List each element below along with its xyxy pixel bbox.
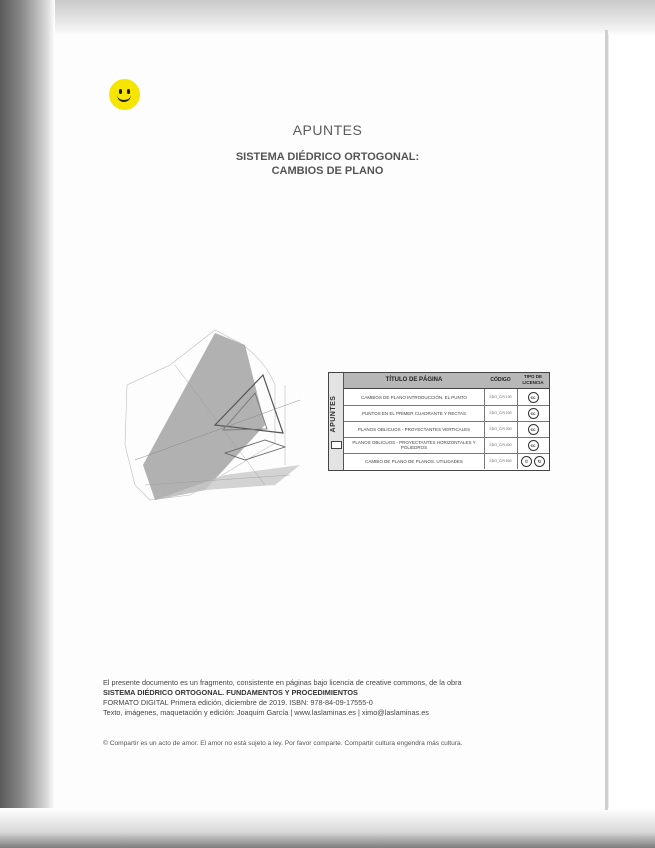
smiley-mouth [117,92,131,102]
row-license [517,421,549,437]
book-icon [331,441,342,449]
share-alike-icon: ↻ [534,456,545,467]
row-license [517,453,549,469]
scan-shadow-top [0,0,655,36]
table-row[interactable] [344,389,549,406]
table-side-column [329,373,344,470]
table-header [344,373,549,389]
row-code: SDO_CPI.100 [484,389,518,405]
footer-author: Texto, imágenes, maquetación y edición: Joaquim García | www.laslaminas.es | ximo@laslaminas.es [103,708,429,717]
section-label: APUNTES [292,122,363,138]
creative-commons-icon: cc [528,424,539,435]
creative-commons-icon: © [521,456,532,467]
diedric-illustration [115,325,315,515]
document-title-line1: SISTEMA DIÉDRICO ORTOGONAL: [235,151,420,163]
row-title: PLANOS OBLICUOS - PROYECTANTES VERTICALES [344,421,485,437]
header-title: TÍTULO DE PÁGINA [385,377,443,383]
row-code: SDO_CPI.500 [484,453,518,469]
footer-credits [103,678,462,718]
footer-line-1: El presente documento es un fragmento, consistente en páginas bajo licencia de creative commons, de la obra [103,678,462,687]
footer-edition [103,698,462,708]
creative-commons-icon: cc [528,392,539,403]
document-title [0,150,655,178]
license-table [328,372,550,471]
row-title: CAMBIOS DE PLANO INTRODUCCIÓN. EL PUNTO [344,389,485,405]
table-row[interactable] [344,405,549,422]
creative-commons-icon: cc [528,408,539,419]
scan-shadow-bottom [0,808,655,848]
row-code: SDO_CPI.300 [484,421,518,437]
row-title: PLANOS OBLICUOS - PROYECTANTES HORIZONTALES Y POLIEDROS [344,437,485,453]
share-message: © Compartir es un acto de amor. El amor no está sujeto a ley. Por favor comparte. Compartir cultura engendra más cultura. [103,740,463,747]
footer-book-title: SISTEMA DIÉDRICO ORTOGONAL. FUNDAMENTOS Y PROCEDIMIENTOS [103,688,358,697]
row-license [517,437,549,453]
footer-format: FORMATO DIGITAL [103,698,169,707]
table-row[interactable] [344,421,549,438]
table-side-label: APUNTES [330,395,337,433]
row-code: SDO_CPI.200 [484,405,518,421]
smiley-icon [109,79,140,110]
footer-isbn: Primera edición, diciembre de 2019. ISBN: 978-84-09-17555-0 [168,698,373,707]
table-row[interactable] [344,437,549,454]
document-title-line2: CAMBIOS DE PLANO [271,165,384,177]
row-license [517,405,549,421]
row-license [517,389,549,405]
row-title: CAMBIO DE PLANO DE PLANOS. UTILIDADES [344,453,485,469]
header-code: CÓDIGO [490,377,511,383]
creative-commons-icon: cc [528,440,539,451]
row-code: SDO_CPI.400 [484,437,518,453]
paper-edge [605,30,608,810]
header-license: TIPO DE LICENCIA [522,374,544,385]
table-row[interactable] [344,453,549,469]
row-title: PUNTOS EN EL PRIMER CUADRANTE Y RECTAS [344,405,485,421]
